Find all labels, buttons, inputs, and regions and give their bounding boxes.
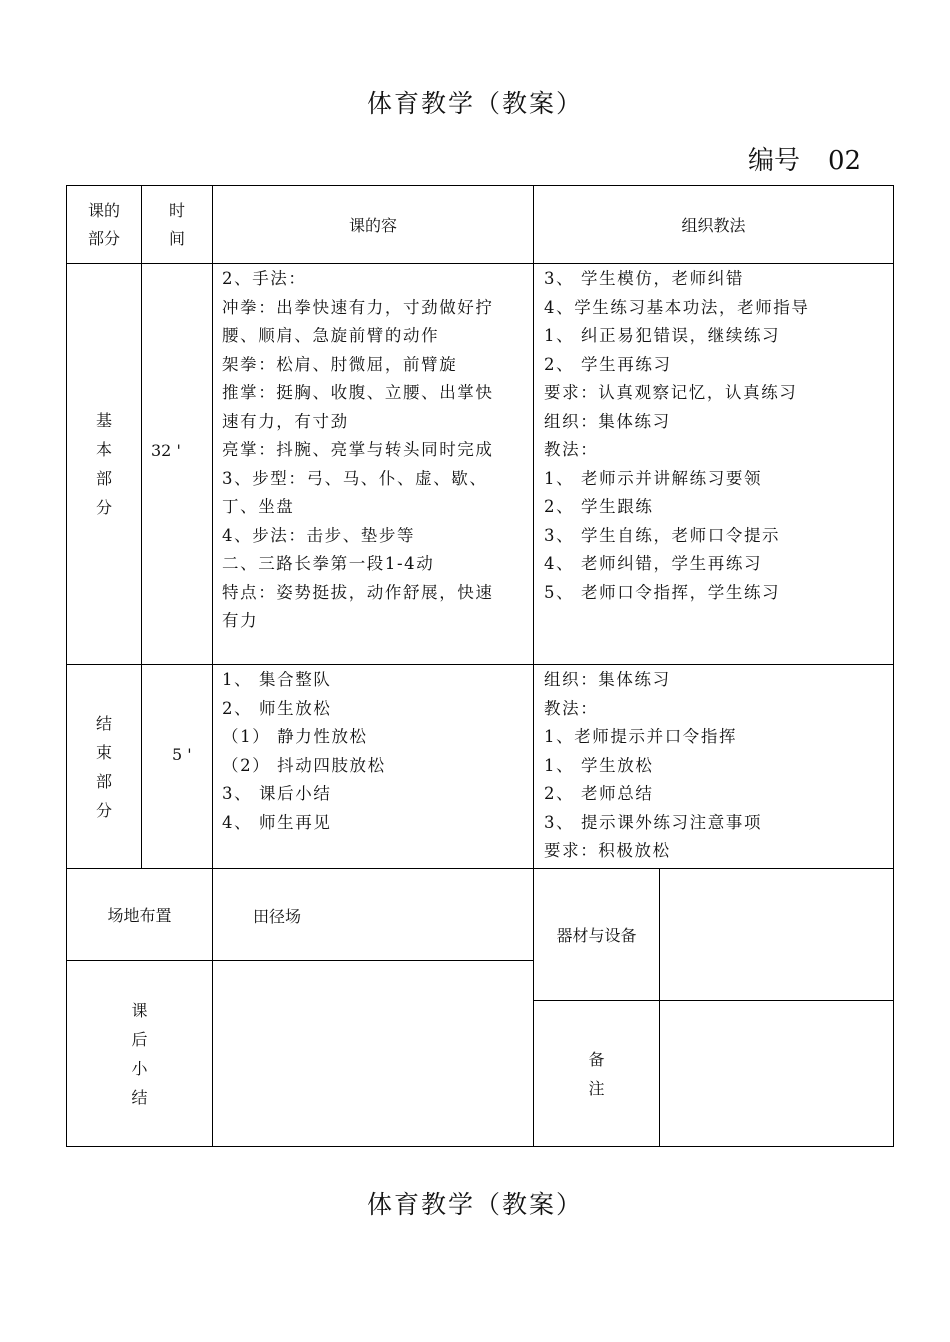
basic-content-line: 特点：姿势挺拔，动作舒展，快速 (222, 582, 494, 602)
page-title: 体育教学（教案） (366, 89, 583, 118)
basic-content-line: 有力 (222, 611, 259, 630)
ending-method-line: 2、 老师总结 (544, 784, 654, 803)
basic-method-line: 教法： (544, 440, 599, 459)
ending-content-line: （1） 静力性放松 (222, 727, 368, 746)
remarks-value-cell (659, 1000, 894, 1147)
basic-content-line: 速有力，有寸劲 (222, 411, 349, 431)
equipment-label: 器材与设备 (556, 926, 637, 945)
basic-method-line: 1、 老师示并讲解练习要领 (544, 468, 763, 488)
header-time-line-1: 时 (168, 200, 185, 220)
ending-content-line: 2、 师生放松 (222, 698, 332, 718)
basic-method-line: 2、 学生再练习 (544, 354, 672, 374)
remarks-label-char-1: 备 (588, 1049, 605, 1069)
basic-method-line: 3、 学生自练，老师口令提示 (544, 525, 781, 545)
ending-part-char-1: 结 (95, 713, 112, 733)
basic-content-line: 冲拳：出拳快速有力，寸劲做好拧 (222, 297, 494, 317)
basic-content-line: 3、步型：弓、马、仆、虚、歇、 (222, 468, 488, 488)
basic-content-cell (212, 263, 534, 665)
venue-label-cell (66, 868, 213, 961)
header-content-label: 课的容 (348, 216, 397, 235)
basic-content-line: 架拳：松肩、肘微屈，前臂旋 (222, 354, 458, 374)
basic-content-list (222, 265, 494, 636)
basic-time-cell (141, 263, 213, 665)
ending-method-line: 3、 提示课外练习注意事项 (544, 812, 763, 832)
basic-part-char-4: 分 (95, 498, 112, 517)
next-page-title: 体育教学（教案） (366, 1190, 583, 1219)
ending-part-char-3: 部 (95, 771, 112, 791)
basic-content-line: 丁、坐盘 (222, 497, 295, 516)
ending-content-list (222, 666, 386, 837)
ending-method-line: 组织：集体练习 (544, 670, 671, 689)
basic-method-cell (533, 263, 894, 665)
header-method-label: 组织教法 (681, 216, 746, 235)
venue-value: 田径场 (253, 907, 302, 926)
serial-label: 编号 (748, 146, 801, 176)
ending-content-line: 4、 师生再见 (222, 812, 332, 832)
basic-method-line: 1、 纠正易犯错误，继续练习 (544, 326, 781, 345)
equipment-label-cell (533, 868, 660, 1001)
summary-label-cell (66, 960, 213, 1147)
basic-method-line: 2、 学生跟练 (544, 497, 654, 516)
summary-label-char-3: 小 (131, 1058, 148, 1078)
ending-part-cell (66, 664, 142, 869)
basic-content-line: 2、手法： (222, 269, 307, 288)
header-part-line-1: 课的 (87, 200, 120, 220)
basic-method-line: 4、学生练习基本功法，老师指导 (544, 297, 810, 317)
summary-label-char-4: 结 (131, 1087, 148, 1107)
basic-part-cell (66, 263, 142, 665)
basic-part-char-2: 本 (95, 440, 112, 459)
equipment-value-cell (659, 868, 894, 1001)
ending-content-cell (212, 664, 534, 869)
basic-content-line: 亮掌：抖腕、亮掌与转头同时完成 (222, 440, 494, 459)
basic-time: 32 ' (151, 441, 181, 460)
basic-content-line: 腰、顺肩、急旋前臂的动作 (222, 326, 440, 345)
ending-content-line: 3、 课后小结 (222, 784, 332, 803)
basic-content-line: 二、三路长拳第一段1-4动 (222, 554, 435, 573)
summary-label-char-1: 课 (131, 1000, 148, 1020)
remarks-label-char-2: 注 (588, 1078, 605, 1098)
basic-method-list (544, 265, 810, 607)
basic-part-char-1: 基 (95, 411, 112, 430)
ending-method-line: 要求：积极放松 (544, 841, 671, 860)
header-part-line-2: 部分 (87, 228, 120, 248)
header-method-cell (533, 185, 894, 264)
basic-method-line: 4、 老师纠错，学生再练习 (544, 554, 763, 573)
ending-method-line: 教法： (544, 698, 599, 718)
venue-value-cell (212, 868, 534, 961)
ending-time-cell (141, 664, 213, 869)
ending-part-char-2: 束 (95, 742, 112, 762)
basic-method-line: 要求：认真观察记忆，认真练习 (544, 383, 798, 402)
ending-method-line: 1、老师提示并口令指挥 (544, 727, 738, 746)
basic-content-line: 4、步法：击步、垫步等 (222, 525, 416, 545)
ending-time: 5 ' (172, 745, 192, 764)
basic-part-char-3: 部 (95, 469, 112, 488)
header-content-cell (212, 185, 534, 264)
basic-method-line: 3、 学生模仿，老师纠错 (544, 269, 744, 288)
basic-method-line: 组织：集体练习 (544, 411, 671, 431)
serial-value: 02 (828, 146, 862, 176)
ending-content-line: （2） 抖动四肢放松 (222, 755, 386, 775)
summary-label-char-2: 后 (131, 1029, 148, 1049)
ending-content-line: 1、 集合整队 (222, 670, 332, 689)
basic-content-line: 推掌：挺胸、收腹、立腰、出掌快 (222, 383, 494, 402)
ending-method-list (544, 666, 762, 866)
remarks-label-cell (533, 1000, 660, 1147)
basic-method-line: 5、 老师口令指挥，学生练习 (544, 582, 781, 602)
ending-method-line: 1、 学生放松 (544, 755, 654, 775)
ending-part-char-4: 分 (95, 800, 112, 820)
header-part-cell (66, 185, 142, 264)
venue-label: 场地布置 (107, 906, 172, 925)
header-time-line-2: 间 (168, 228, 185, 248)
summary-value-cell (212, 960, 534, 1147)
header-time-cell (141, 185, 213, 264)
serial-number (748, 140, 861, 177)
ending-method-cell (533, 664, 894, 869)
